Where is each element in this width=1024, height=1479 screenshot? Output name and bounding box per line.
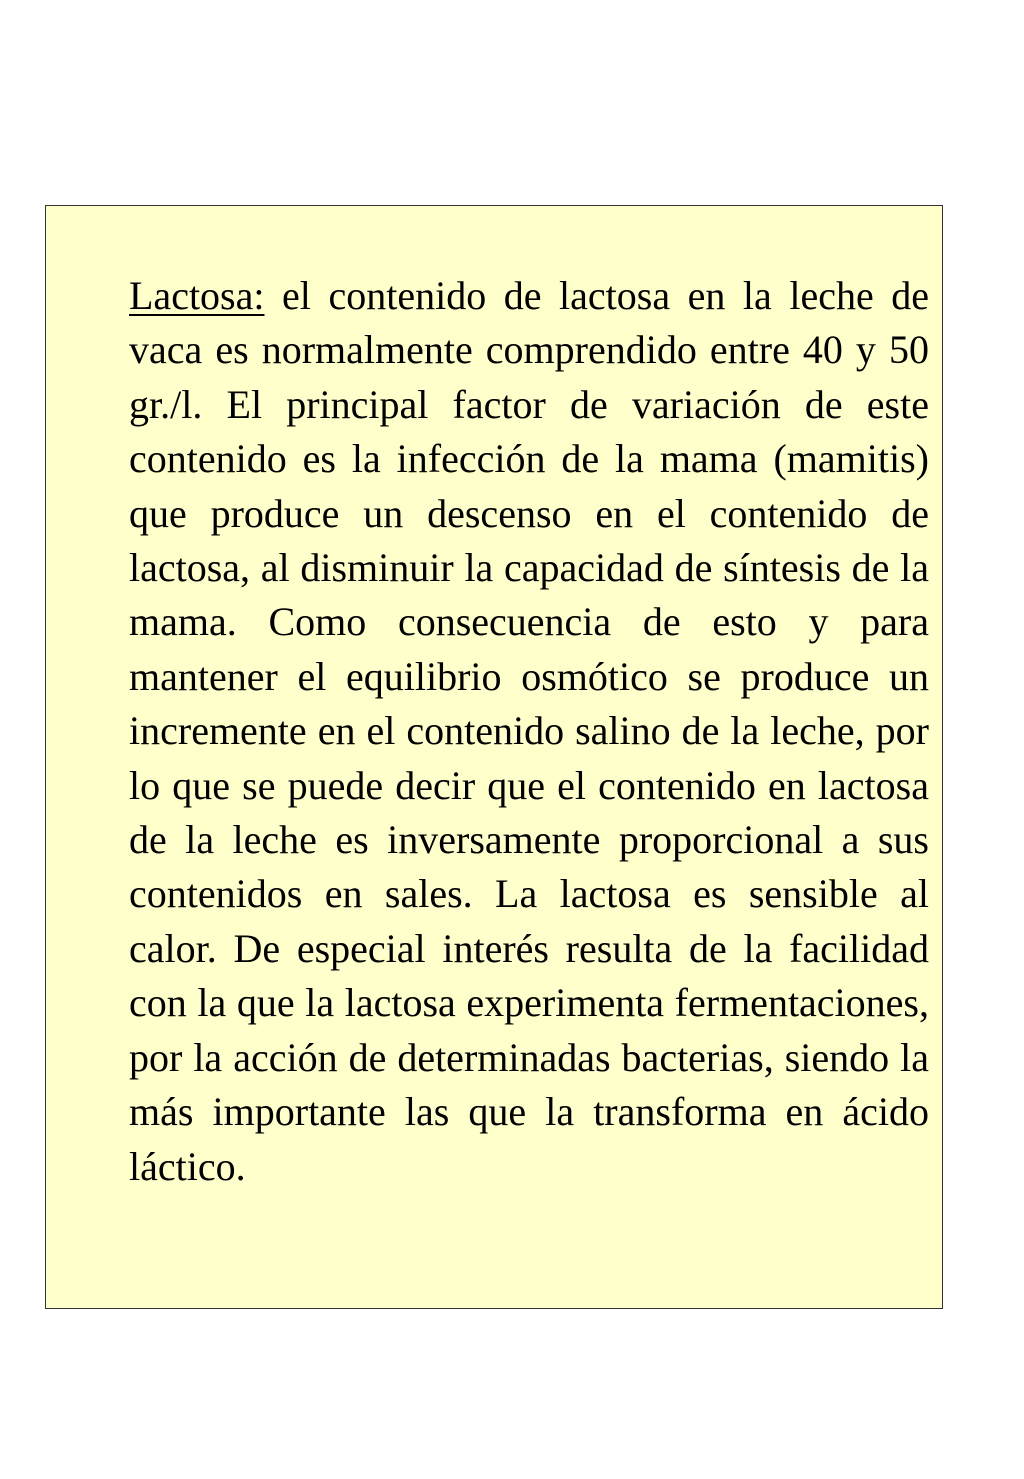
- note-body: el contenido de lactosa en la leche de vaca es normalmente comprendido entre 40 y 50 gr./l. El principal factor de variación de este contenido es la infección de la mama (mamitis) que produce un descenso en el contenido de lactosa, al disminuir la capacidad de síntesis de la mama. Como consecuencia de esto y para mantener el equilibrio osmótico se produce un incremente en el contenido salino de la leche, por lo que se puede decir que el contenido en lactosa de la leche es inversamente proporcional a sus contenidos en sales. La lactosa es sensible al calor. De especial interés resulta de la facilidad con la que la lactosa experimenta fermentaciones, por la acción de determinadas bacterias, siendo la más importante las que la transforma en ácido láctico.: [129, 273, 929, 1189]
- note-box: [45, 205, 943, 1309]
- note-label: Lactosa:: [129, 273, 265, 318]
- note-paragraph: [129, 269, 929, 1194]
